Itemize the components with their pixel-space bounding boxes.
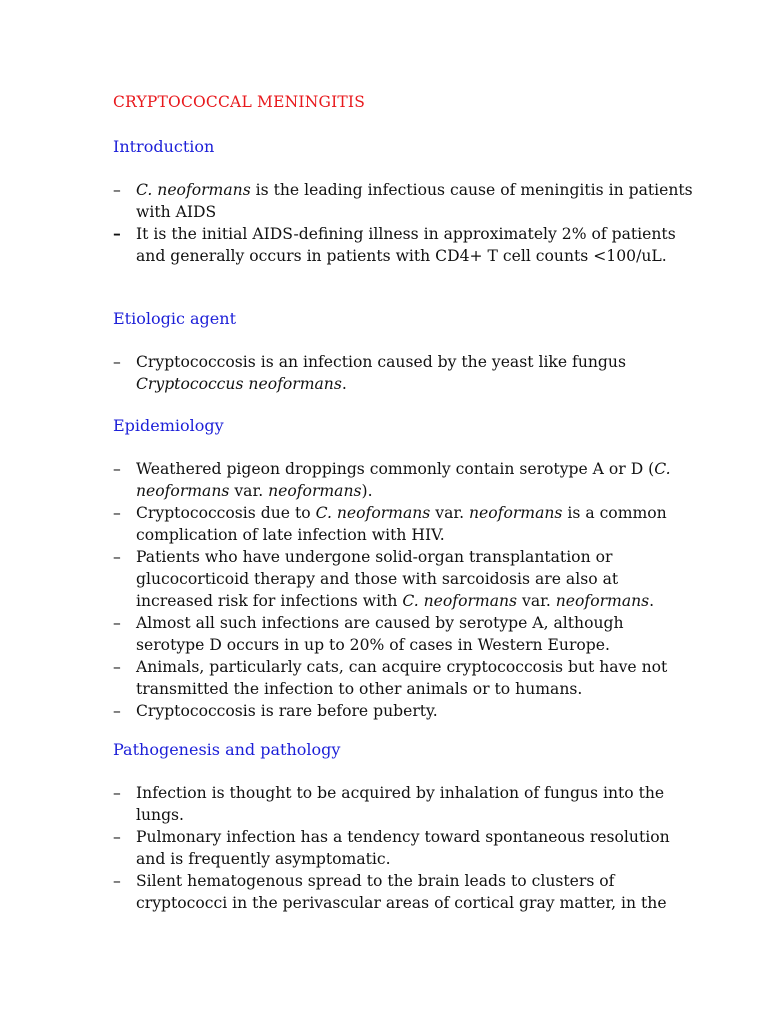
dash-bullet: – [113,224,121,243]
document-title: CRYPTOCOCCAL MENINGITIS [113,93,366,111]
introduction-list [113,179,693,267]
list-item [113,782,665,826]
list-item [113,223,676,267]
list-item [113,502,667,546]
item-text: Almost all such infections are caused by serotype A, although [136,614,624,632]
item-text: Cryptococcosis is rare before puberty. [136,702,438,720]
item-text: var. [517,592,556,610]
item-text: transmitted the infection to other animals or to humans. [136,680,583,698]
heading-etiologic-agent: Etiologic agent [113,309,236,328]
item-text: lungs. [136,806,185,824]
dash-bullet: – [113,504,121,522]
list-item [113,700,658,722]
item-text: It is the initial AIDS-defining illness in approximately 2% of patients [136,225,676,243]
item-text: Pulmonary infection has a tendency toward spontaneous resolution [136,828,670,846]
pathogenesis-list [113,782,670,914]
list-item [113,826,670,870]
italic-term: C. [654,460,671,478]
dash-bullet: – [113,872,121,890]
dash-bullet: – [113,548,121,566]
item-text: var. [430,504,470,522]
italic-term: neoformans [268,482,362,500]
item-text: Animals, particularly cats, can acquire cryptococcosis but have not [136,658,668,676]
dash-bullet: – [113,460,121,478]
dash-bullet: – [113,658,121,676]
item-text: . [649,592,655,610]
item-text: Weathered pigeon droppings commonly contain serotype A or D ( [136,460,655,478]
etiologic-agent-list [113,351,658,395]
item-text: var. [229,482,269,500]
item-text: ). [361,482,373,500]
item-text: Cryptococcosis due to [136,504,316,522]
item-text: is the leading infectious cause of meningitis in patients [250,181,693,199]
italic-term: neoformans [136,482,230,500]
heading-introduction: Introduction [113,137,215,156]
epidemiology-list [113,458,671,722]
item-text: with AIDS [136,203,217,221]
item-text: Cryptococcosis is an infection caused by the yeast like fungus [136,353,626,371]
dash-bullet: – [113,702,121,720]
list-item [113,656,668,700]
dash-bullet: – [113,784,121,802]
italic-term: neoformans [469,504,563,522]
list-item [113,870,667,914]
italic-term: Cryptococcus neoformans [136,375,342,393]
dash-bullet: – [113,181,121,199]
item-text: and generally occurs in patients with CD4+ T cell counts <100/uL. [136,247,667,265]
italic-term: C. neoformans [402,592,518,610]
item-text: Infection is thought to be acquired by inhalation of fungus into the [136,784,665,802]
list-item [113,458,671,502]
list-item [113,351,658,395]
dash-bullet: – [113,353,121,371]
item-text: glucocorticoid therapy and those with sarcoidosis are also at [136,570,619,588]
list-item [113,612,658,656]
item-text: and is frequently asymptomatic. [136,850,391,868]
dash-bullet: – [113,828,121,846]
item-text: Silent hematogenous spread to the brain leads to clusters of [136,872,615,890]
item-text: . [341,375,347,393]
list-item [113,546,658,612]
heading-pathogenesis: Pathogenesis and pathology [113,740,341,759]
italic-term: neoformans [555,592,650,610]
item-text: complication of late infection with HIV. [136,526,445,544]
list-item [113,179,693,223]
heading-epidemiology: Epidemiology [113,416,224,435]
item-text: cryptococci in the perivascular areas of cortical gray matter, in the [136,894,667,912]
italic-term: C. neoformans [136,181,251,199]
italic-term: C. neoformans [315,504,431,522]
item-text: Patients who have undergone solid-organ transplantation or [136,548,613,566]
item-text: serotype D occurs in up to 20% of cases in Western Europe. [136,636,610,654]
item-text: is a common [562,504,667,522]
dash-bullet: – [113,614,121,632]
item-text: increased risk for infections with [136,592,403,610]
